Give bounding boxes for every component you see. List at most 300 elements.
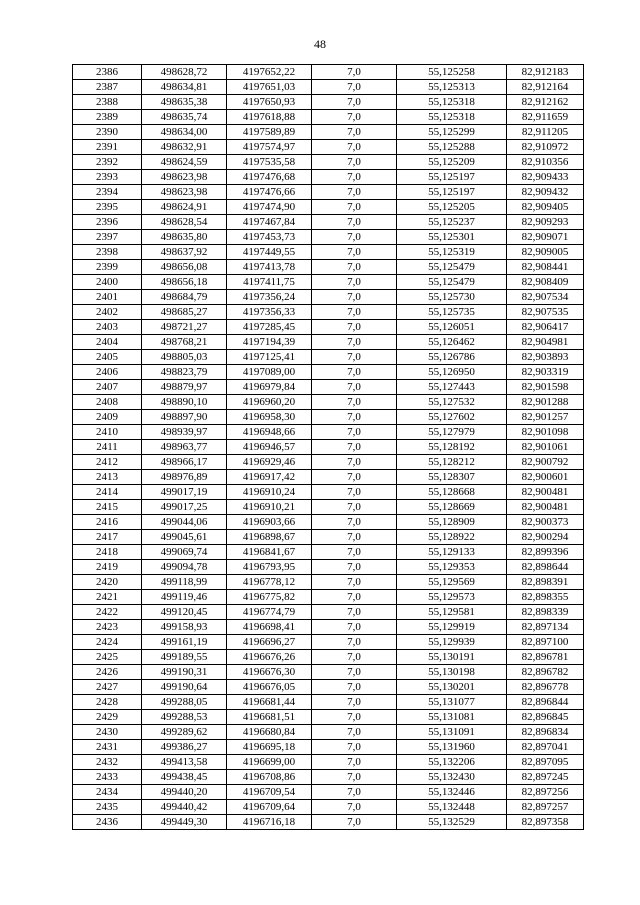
value-cell: 7,0 bbox=[312, 395, 397, 410]
point-number-cell: 2406 bbox=[73, 365, 142, 380]
value-cell: 7,0 bbox=[312, 815, 397, 830]
y-coordinate-cell: 4196681,51 bbox=[227, 710, 312, 725]
x-coordinate-cell: 498897,90 bbox=[142, 410, 227, 425]
table-row bbox=[73, 155, 584, 170]
longitude-cell: 82,899396 bbox=[507, 545, 584, 560]
latitude-cell: 55,130191 bbox=[397, 650, 507, 665]
x-coordinate-cell: 499438,45 bbox=[142, 770, 227, 785]
value-cell: 7,0 bbox=[312, 635, 397, 650]
table-row bbox=[73, 410, 584, 425]
x-coordinate-cell: 498768,21 bbox=[142, 335, 227, 350]
y-coordinate-cell: 4196676,30 bbox=[227, 665, 312, 680]
y-coordinate-cell: 4196958,30 bbox=[227, 410, 312, 425]
point-number-cell: 2418 bbox=[73, 545, 142, 560]
value-cell: 7,0 bbox=[312, 80, 397, 95]
x-coordinate-cell: 499120,45 bbox=[142, 605, 227, 620]
table-row bbox=[73, 635, 584, 650]
longitude-cell: 82,909005 bbox=[507, 245, 584, 260]
y-coordinate-cell: 4197650,93 bbox=[227, 95, 312, 110]
value-cell: 7,0 bbox=[312, 425, 397, 440]
x-coordinate-cell: 498966,17 bbox=[142, 455, 227, 470]
value-cell: 7,0 bbox=[312, 440, 397, 455]
x-coordinate-cell: 499017,19 bbox=[142, 485, 227, 500]
value-cell: 7,0 bbox=[312, 485, 397, 500]
latitude-cell: 55,132206 bbox=[397, 755, 507, 770]
y-coordinate-cell: 4196699,00 bbox=[227, 755, 312, 770]
y-coordinate-cell: 4196841,67 bbox=[227, 545, 312, 560]
x-coordinate-cell: 498634,81 bbox=[142, 80, 227, 95]
y-coordinate-cell: 4197413,78 bbox=[227, 260, 312, 275]
point-number-cell: 2405 bbox=[73, 350, 142, 365]
longitude-cell: 82,897041 bbox=[507, 740, 584, 755]
x-coordinate-cell: 499449,30 bbox=[142, 815, 227, 830]
x-coordinate-cell: 499413,58 bbox=[142, 755, 227, 770]
y-coordinate-cell: 4196708,86 bbox=[227, 770, 312, 785]
value-cell: 7,0 bbox=[312, 260, 397, 275]
x-coordinate-cell: 498628,54 bbox=[142, 215, 227, 230]
x-coordinate-cell: 498656,18 bbox=[142, 275, 227, 290]
y-coordinate-cell: 4197574,97 bbox=[227, 140, 312, 155]
table-row bbox=[73, 80, 584, 95]
table-row bbox=[73, 710, 584, 725]
point-number-cell: 2408 bbox=[73, 395, 142, 410]
latitude-cell: 55,125299 bbox=[397, 125, 507, 140]
y-coordinate-cell: 4197285,45 bbox=[227, 320, 312, 335]
latitude-cell: 55,129353 bbox=[397, 560, 507, 575]
x-coordinate-cell: 499288,53 bbox=[142, 710, 227, 725]
point-number-cell: 2435 bbox=[73, 800, 142, 815]
table-row bbox=[73, 200, 584, 215]
y-coordinate-cell: 4196680,84 bbox=[227, 725, 312, 740]
latitude-cell: 55,132430 bbox=[397, 770, 507, 785]
latitude-cell: 55,129919 bbox=[397, 620, 507, 635]
point-number-cell: 2416 bbox=[73, 515, 142, 530]
y-coordinate-cell: 4197618,88 bbox=[227, 110, 312, 125]
point-number-cell: 2414 bbox=[73, 485, 142, 500]
latitude-cell: 55,130201 bbox=[397, 680, 507, 695]
table-row bbox=[73, 770, 584, 785]
x-coordinate-cell: 498623,98 bbox=[142, 185, 227, 200]
longitude-cell: 82,897245 bbox=[507, 770, 584, 785]
y-coordinate-cell: 4197356,24 bbox=[227, 290, 312, 305]
point-number-cell: 2417 bbox=[73, 530, 142, 545]
y-coordinate-cell: 4196793,95 bbox=[227, 560, 312, 575]
table-row bbox=[73, 695, 584, 710]
longitude-cell: 82,897100 bbox=[507, 635, 584, 650]
table-row bbox=[73, 755, 584, 770]
longitude-cell: 82,897358 bbox=[507, 815, 584, 830]
x-coordinate-cell: 499119,46 bbox=[142, 590, 227, 605]
x-coordinate-cell: 498656,08 bbox=[142, 260, 227, 275]
value-cell: 7,0 bbox=[312, 275, 397, 290]
x-coordinate-cell: 498635,80 bbox=[142, 230, 227, 245]
value-cell: 7,0 bbox=[312, 470, 397, 485]
value-cell: 7,0 bbox=[312, 305, 397, 320]
table-row bbox=[73, 305, 584, 320]
y-coordinate-cell: 4196709,64 bbox=[227, 800, 312, 815]
latitude-cell: 55,125237 bbox=[397, 215, 507, 230]
x-coordinate-cell: 499044,06 bbox=[142, 515, 227, 530]
y-coordinate-cell: 4196778,12 bbox=[227, 575, 312, 590]
point-number-cell: 2427 bbox=[73, 680, 142, 695]
longitude-cell: 82,896778 bbox=[507, 680, 584, 695]
latitude-cell: 55,125197 bbox=[397, 185, 507, 200]
point-number-cell: 2397 bbox=[73, 230, 142, 245]
y-coordinate-cell: 4196695,18 bbox=[227, 740, 312, 755]
value-cell: 7,0 bbox=[312, 800, 397, 815]
point-number-cell: 2421 bbox=[73, 590, 142, 605]
latitude-cell: 55,129939 bbox=[397, 635, 507, 650]
table-row bbox=[73, 740, 584, 755]
longitude-cell: 82,901061 bbox=[507, 440, 584, 455]
point-number-cell: 2434 bbox=[73, 785, 142, 800]
table-row bbox=[73, 575, 584, 590]
latitude-cell: 55,125258 bbox=[397, 65, 507, 80]
table-row bbox=[73, 725, 584, 740]
longitude-cell: 82,906417 bbox=[507, 320, 584, 335]
x-coordinate-cell: 498637,92 bbox=[142, 245, 227, 260]
point-number-cell: 2420 bbox=[73, 575, 142, 590]
table-row bbox=[73, 560, 584, 575]
y-coordinate-cell: 4196698,41 bbox=[227, 620, 312, 635]
y-coordinate-cell: 4196946,57 bbox=[227, 440, 312, 455]
x-coordinate-cell: 498635,38 bbox=[142, 95, 227, 110]
x-coordinate-cell: 499190,31 bbox=[142, 665, 227, 680]
x-coordinate-cell: 499189,55 bbox=[142, 650, 227, 665]
longitude-cell: 82,907534 bbox=[507, 290, 584, 305]
x-coordinate-cell: 498879,97 bbox=[142, 380, 227, 395]
y-coordinate-cell: 4196774,79 bbox=[227, 605, 312, 620]
table-row bbox=[73, 365, 584, 380]
table-row bbox=[73, 335, 584, 350]
value-cell: 7,0 bbox=[312, 95, 397, 110]
table-row bbox=[73, 650, 584, 665]
latitude-cell: 55,125301 bbox=[397, 230, 507, 245]
y-coordinate-cell: 4196929,46 bbox=[227, 455, 312, 470]
table-row bbox=[73, 680, 584, 695]
table-row bbox=[73, 440, 584, 455]
latitude-cell: 55,132446 bbox=[397, 785, 507, 800]
value-cell: 7,0 bbox=[312, 740, 397, 755]
point-number-cell: 2432 bbox=[73, 755, 142, 770]
value-cell: 7,0 bbox=[312, 515, 397, 530]
x-coordinate-cell: 498823,79 bbox=[142, 365, 227, 380]
point-number-cell: 2422 bbox=[73, 605, 142, 620]
latitude-cell: 55,128192 bbox=[397, 440, 507, 455]
value-cell: 7,0 bbox=[312, 290, 397, 305]
value-cell: 7,0 bbox=[312, 710, 397, 725]
x-coordinate-cell: 499440,42 bbox=[142, 800, 227, 815]
latitude-cell: 55,125479 bbox=[397, 275, 507, 290]
table-row bbox=[73, 395, 584, 410]
latitude-cell: 55,131960 bbox=[397, 740, 507, 755]
longitude-cell: 82,897257 bbox=[507, 800, 584, 815]
y-coordinate-cell: 4196676,26 bbox=[227, 650, 312, 665]
point-number-cell: 2400 bbox=[73, 275, 142, 290]
latitude-cell: 55,125205 bbox=[397, 200, 507, 215]
table-row bbox=[73, 605, 584, 620]
latitude-cell: 55,127602 bbox=[397, 410, 507, 425]
longitude-cell: 82,896781 bbox=[507, 650, 584, 665]
value-cell: 7,0 bbox=[312, 785, 397, 800]
x-coordinate-cell: 498623,98 bbox=[142, 170, 227, 185]
longitude-cell: 82,901598 bbox=[507, 380, 584, 395]
x-coordinate-cell: 499440,20 bbox=[142, 785, 227, 800]
table-row bbox=[73, 455, 584, 470]
longitude-cell: 82,900601 bbox=[507, 470, 584, 485]
longitude-cell: 82,911205 bbox=[507, 125, 584, 140]
value-cell: 7,0 bbox=[312, 665, 397, 680]
point-number-cell: 2426 bbox=[73, 665, 142, 680]
longitude-cell: 82,909405 bbox=[507, 200, 584, 215]
value-cell: 7,0 bbox=[312, 350, 397, 365]
value-cell: 7,0 bbox=[312, 185, 397, 200]
coordinates-table-body bbox=[73, 65, 584, 830]
point-number-cell: 2423 bbox=[73, 620, 142, 635]
latitude-cell: 55,125735 bbox=[397, 305, 507, 320]
latitude-cell: 55,126051 bbox=[397, 320, 507, 335]
latitude-cell: 55,128307 bbox=[397, 470, 507, 485]
x-coordinate-cell: 499094,78 bbox=[142, 560, 227, 575]
point-number-cell: 2403 bbox=[73, 320, 142, 335]
point-number-cell: 2425 bbox=[73, 650, 142, 665]
latitude-cell: 55,128669 bbox=[397, 500, 507, 515]
latitude-cell: 55,125209 bbox=[397, 155, 507, 170]
value-cell: 7,0 bbox=[312, 215, 397, 230]
x-coordinate-cell: 499158,93 bbox=[142, 620, 227, 635]
x-coordinate-cell: 498939,97 bbox=[142, 425, 227, 440]
latitude-cell: 55,132448 bbox=[397, 800, 507, 815]
table-row bbox=[73, 275, 584, 290]
latitude-cell: 55,125313 bbox=[397, 80, 507, 95]
x-coordinate-cell: 499386,27 bbox=[142, 740, 227, 755]
longitude-cell: 82,898644 bbox=[507, 560, 584, 575]
point-number-cell: 2411 bbox=[73, 440, 142, 455]
value-cell: 7,0 bbox=[312, 155, 397, 170]
longitude-cell: 82,901257 bbox=[507, 410, 584, 425]
value-cell: 7,0 bbox=[312, 65, 397, 80]
point-number-cell: 2386 bbox=[73, 65, 142, 80]
y-coordinate-cell: 4197535,58 bbox=[227, 155, 312, 170]
latitude-cell: 55,125288 bbox=[397, 140, 507, 155]
x-coordinate-cell: 498684,79 bbox=[142, 290, 227, 305]
y-coordinate-cell: 4196775,82 bbox=[227, 590, 312, 605]
value-cell: 7,0 bbox=[312, 530, 397, 545]
point-number-cell: 2428 bbox=[73, 695, 142, 710]
table-row bbox=[73, 800, 584, 815]
page-number: 48 bbox=[314, 37, 326, 51]
value-cell: 7,0 bbox=[312, 230, 397, 245]
value-cell: 7,0 bbox=[312, 605, 397, 620]
table-row bbox=[73, 380, 584, 395]
longitude-cell: 82,900792 bbox=[507, 455, 584, 470]
y-coordinate-cell: 4197474,90 bbox=[227, 200, 312, 215]
x-coordinate-cell: 499161,19 bbox=[142, 635, 227, 650]
x-coordinate-cell: 498685,27 bbox=[142, 305, 227, 320]
longitude-cell: 82,908441 bbox=[507, 260, 584, 275]
longitude-cell: 82,910356 bbox=[507, 155, 584, 170]
y-coordinate-cell: 4196903,66 bbox=[227, 515, 312, 530]
y-coordinate-cell: 4197651,03 bbox=[227, 80, 312, 95]
x-coordinate-cell: 498624,59 bbox=[142, 155, 227, 170]
table-row bbox=[73, 230, 584, 245]
longitude-cell: 82,909071 bbox=[507, 230, 584, 245]
x-coordinate-cell: 499045,61 bbox=[142, 530, 227, 545]
longitude-cell: 82,912183 bbox=[507, 65, 584, 80]
point-number-cell: 2394 bbox=[73, 185, 142, 200]
latitude-cell: 55,125197 bbox=[397, 170, 507, 185]
table-row bbox=[73, 425, 584, 440]
value-cell: 7,0 bbox=[312, 380, 397, 395]
value-cell: 7,0 bbox=[312, 695, 397, 710]
point-number-cell: 2399 bbox=[73, 260, 142, 275]
point-number-cell: 2412 bbox=[73, 455, 142, 470]
longitude-cell: 82,896844 bbox=[507, 695, 584, 710]
value-cell: 7,0 bbox=[312, 110, 397, 125]
point-number-cell: 2395 bbox=[73, 200, 142, 215]
latitude-cell: 55,131081 bbox=[397, 710, 507, 725]
longitude-cell: 82,909293 bbox=[507, 215, 584, 230]
longitude-cell: 82,900373 bbox=[507, 515, 584, 530]
point-number-cell: 2419 bbox=[73, 560, 142, 575]
y-coordinate-cell: 4196898,67 bbox=[227, 530, 312, 545]
point-number-cell: 2388 bbox=[73, 95, 142, 110]
y-coordinate-cell: 4196910,21 bbox=[227, 500, 312, 515]
latitude-cell: 55,130198 bbox=[397, 665, 507, 680]
value-cell: 7,0 bbox=[312, 335, 397, 350]
point-number-cell: 2430 bbox=[73, 725, 142, 740]
x-coordinate-cell: 498635,74 bbox=[142, 110, 227, 125]
longitude-cell: 82,908409 bbox=[507, 275, 584, 290]
longitude-cell: 82,912164 bbox=[507, 80, 584, 95]
latitude-cell: 55,125730 bbox=[397, 290, 507, 305]
value-cell: 7,0 bbox=[312, 755, 397, 770]
latitude-cell: 55,132529 bbox=[397, 815, 507, 830]
longitude-cell: 82,897134 bbox=[507, 620, 584, 635]
y-coordinate-cell: 4197125,41 bbox=[227, 350, 312, 365]
y-coordinate-cell: 4196709,54 bbox=[227, 785, 312, 800]
x-coordinate-cell: 499289,62 bbox=[142, 725, 227, 740]
table-row bbox=[73, 515, 584, 530]
y-coordinate-cell: 4197476,66 bbox=[227, 185, 312, 200]
latitude-cell: 55,127979 bbox=[397, 425, 507, 440]
y-coordinate-cell: 4196960,20 bbox=[227, 395, 312, 410]
y-coordinate-cell: 4196917,42 bbox=[227, 470, 312, 485]
point-number-cell: 2409 bbox=[73, 410, 142, 425]
longitude-cell: 82,897095 bbox=[507, 755, 584, 770]
x-coordinate-cell: 498805,03 bbox=[142, 350, 227, 365]
latitude-cell: 55,127443 bbox=[397, 380, 507, 395]
latitude-cell: 55,128668 bbox=[397, 485, 507, 500]
table-row bbox=[73, 185, 584, 200]
latitude-cell: 55,126950 bbox=[397, 365, 507, 380]
y-coordinate-cell: 4197356,33 bbox=[227, 305, 312, 320]
longitude-cell: 82,897256 bbox=[507, 785, 584, 800]
value-cell: 7,0 bbox=[312, 140, 397, 155]
value-cell: 7,0 bbox=[312, 560, 397, 575]
value-cell: 7,0 bbox=[312, 200, 397, 215]
y-coordinate-cell: 4196910,24 bbox=[227, 485, 312, 500]
longitude-cell: 82,911659 bbox=[507, 110, 584, 125]
latitude-cell: 55,129133 bbox=[397, 545, 507, 560]
table-row bbox=[73, 65, 584, 80]
table-row bbox=[73, 125, 584, 140]
point-number-cell: 2424 bbox=[73, 635, 142, 650]
latitude-cell: 55,126786 bbox=[397, 350, 507, 365]
latitude-cell: 55,128212 bbox=[397, 455, 507, 470]
table-row bbox=[73, 620, 584, 635]
y-coordinate-cell: 4196948,66 bbox=[227, 425, 312, 440]
x-coordinate-cell: 498890,10 bbox=[142, 395, 227, 410]
point-number-cell: 2396 bbox=[73, 215, 142, 230]
point-number-cell: 2431 bbox=[73, 740, 142, 755]
value-cell: 7,0 bbox=[312, 590, 397, 605]
table-row bbox=[73, 170, 584, 185]
y-coordinate-cell: 4197449,55 bbox=[227, 245, 312, 260]
latitude-cell: 55,129569 bbox=[397, 575, 507, 590]
y-coordinate-cell: 4196979,84 bbox=[227, 380, 312, 395]
point-number-cell: 2410 bbox=[73, 425, 142, 440]
longitude-cell: 82,901098 bbox=[507, 425, 584, 440]
point-number-cell: 2390 bbox=[73, 125, 142, 140]
value-cell: 7,0 bbox=[312, 650, 397, 665]
coordinates-table bbox=[72, 64, 584, 830]
longitude-cell: 82,898339 bbox=[507, 605, 584, 620]
table-row bbox=[73, 290, 584, 305]
latitude-cell: 55,131077 bbox=[397, 695, 507, 710]
value-cell: 7,0 bbox=[312, 410, 397, 425]
value-cell: 7,0 bbox=[312, 125, 397, 140]
y-coordinate-cell: 4197453,73 bbox=[227, 230, 312, 245]
value-cell: 7,0 bbox=[312, 500, 397, 515]
point-number-cell: 2413 bbox=[73, 470, 142, 485]
point-number-cell: 2392 bbox=[73, 155, 142, 170]
value-cell: 7,0 bbox=[312, 620, 397, 635]
longitude-cell: 82,896834 bbox=[507, 725, 584, 740]
value-cell: 7,0 bbox=[312, 245, 397, 260]
y-coordinate-cell: 4196716,18 bbox=[227, 815, 312, 830]
longitude-cell: 82,904981 bbox=[507, 335, 584, 350]
value-cell: 7,0 bbox=[312, 725, 397, 740]
x-coordinate-cell: 499118,99 bbox=[142, 575, 227, 590]
point-number-cell: 2404 bbox=[73, 335, 142, 350]
value-cell: 7,0 bbox=[312, 545, 397, 560]
y-coordinate-cell: 4196681,44 bbox=[227, 695, 312, 710]
longitude-cell: 82,900481 bbox=[507, 485, 584, 500]
longitude-cell: 82,909432 bbox=[507, 185, 584, 200]
x-coordinate-cell: 498624,91 bbox=[142, 200, 227, 215]
table-row bbox=[73, 110, 584, 125]
longitude-cell: 82,898391 bbox=[507, 575, 584, 590]
x-coordinate-cell: 498632,91 bbox=[142, 140, 227, 155]
y-coordinate-cell: 4197467,84 bbox=[227, 215, 312, 230]
y-coordinate-cell: 4197089,00 bbox=[227, 365, 312, 380]
longitude-cell: 82,896782 bbox=[507, 665, 584, 680]
table-row bbox=[73, 470, 584, 485]
point-number-cell: 2436 bbox=[73, 815, 142, 830]
latitude-cell: 55,129581 bbox=[397, 605, 507, 620]
x-coordinate-cell: 498976,89 bbox=[142, 470, 227, 485]
longitude-cell: 82,912162 bbox=[507, 95, 584, 110]
y-coordinate-cell: 4197194,39 bbox=[227, 335, 312, 350]
value-cell: 7,0 bbox=[312, 365, 397, 380]
x-coordinate-cell: 498628,72 bbox=[142, 65, 227, 80]
latitude-cell: 55,125318 bbox=[397, 95, 507, 110]
y-coordinate-cell: 4197652,22 bbox=[227, 65, 312, 80]
longitude-cell: 82,907535 bbox=[507, 305, 584, 320]
table-row bbox=[73, 95, 584, 110]
point-number-cell: 2407 bbox=[73, 380, 142, 395]
